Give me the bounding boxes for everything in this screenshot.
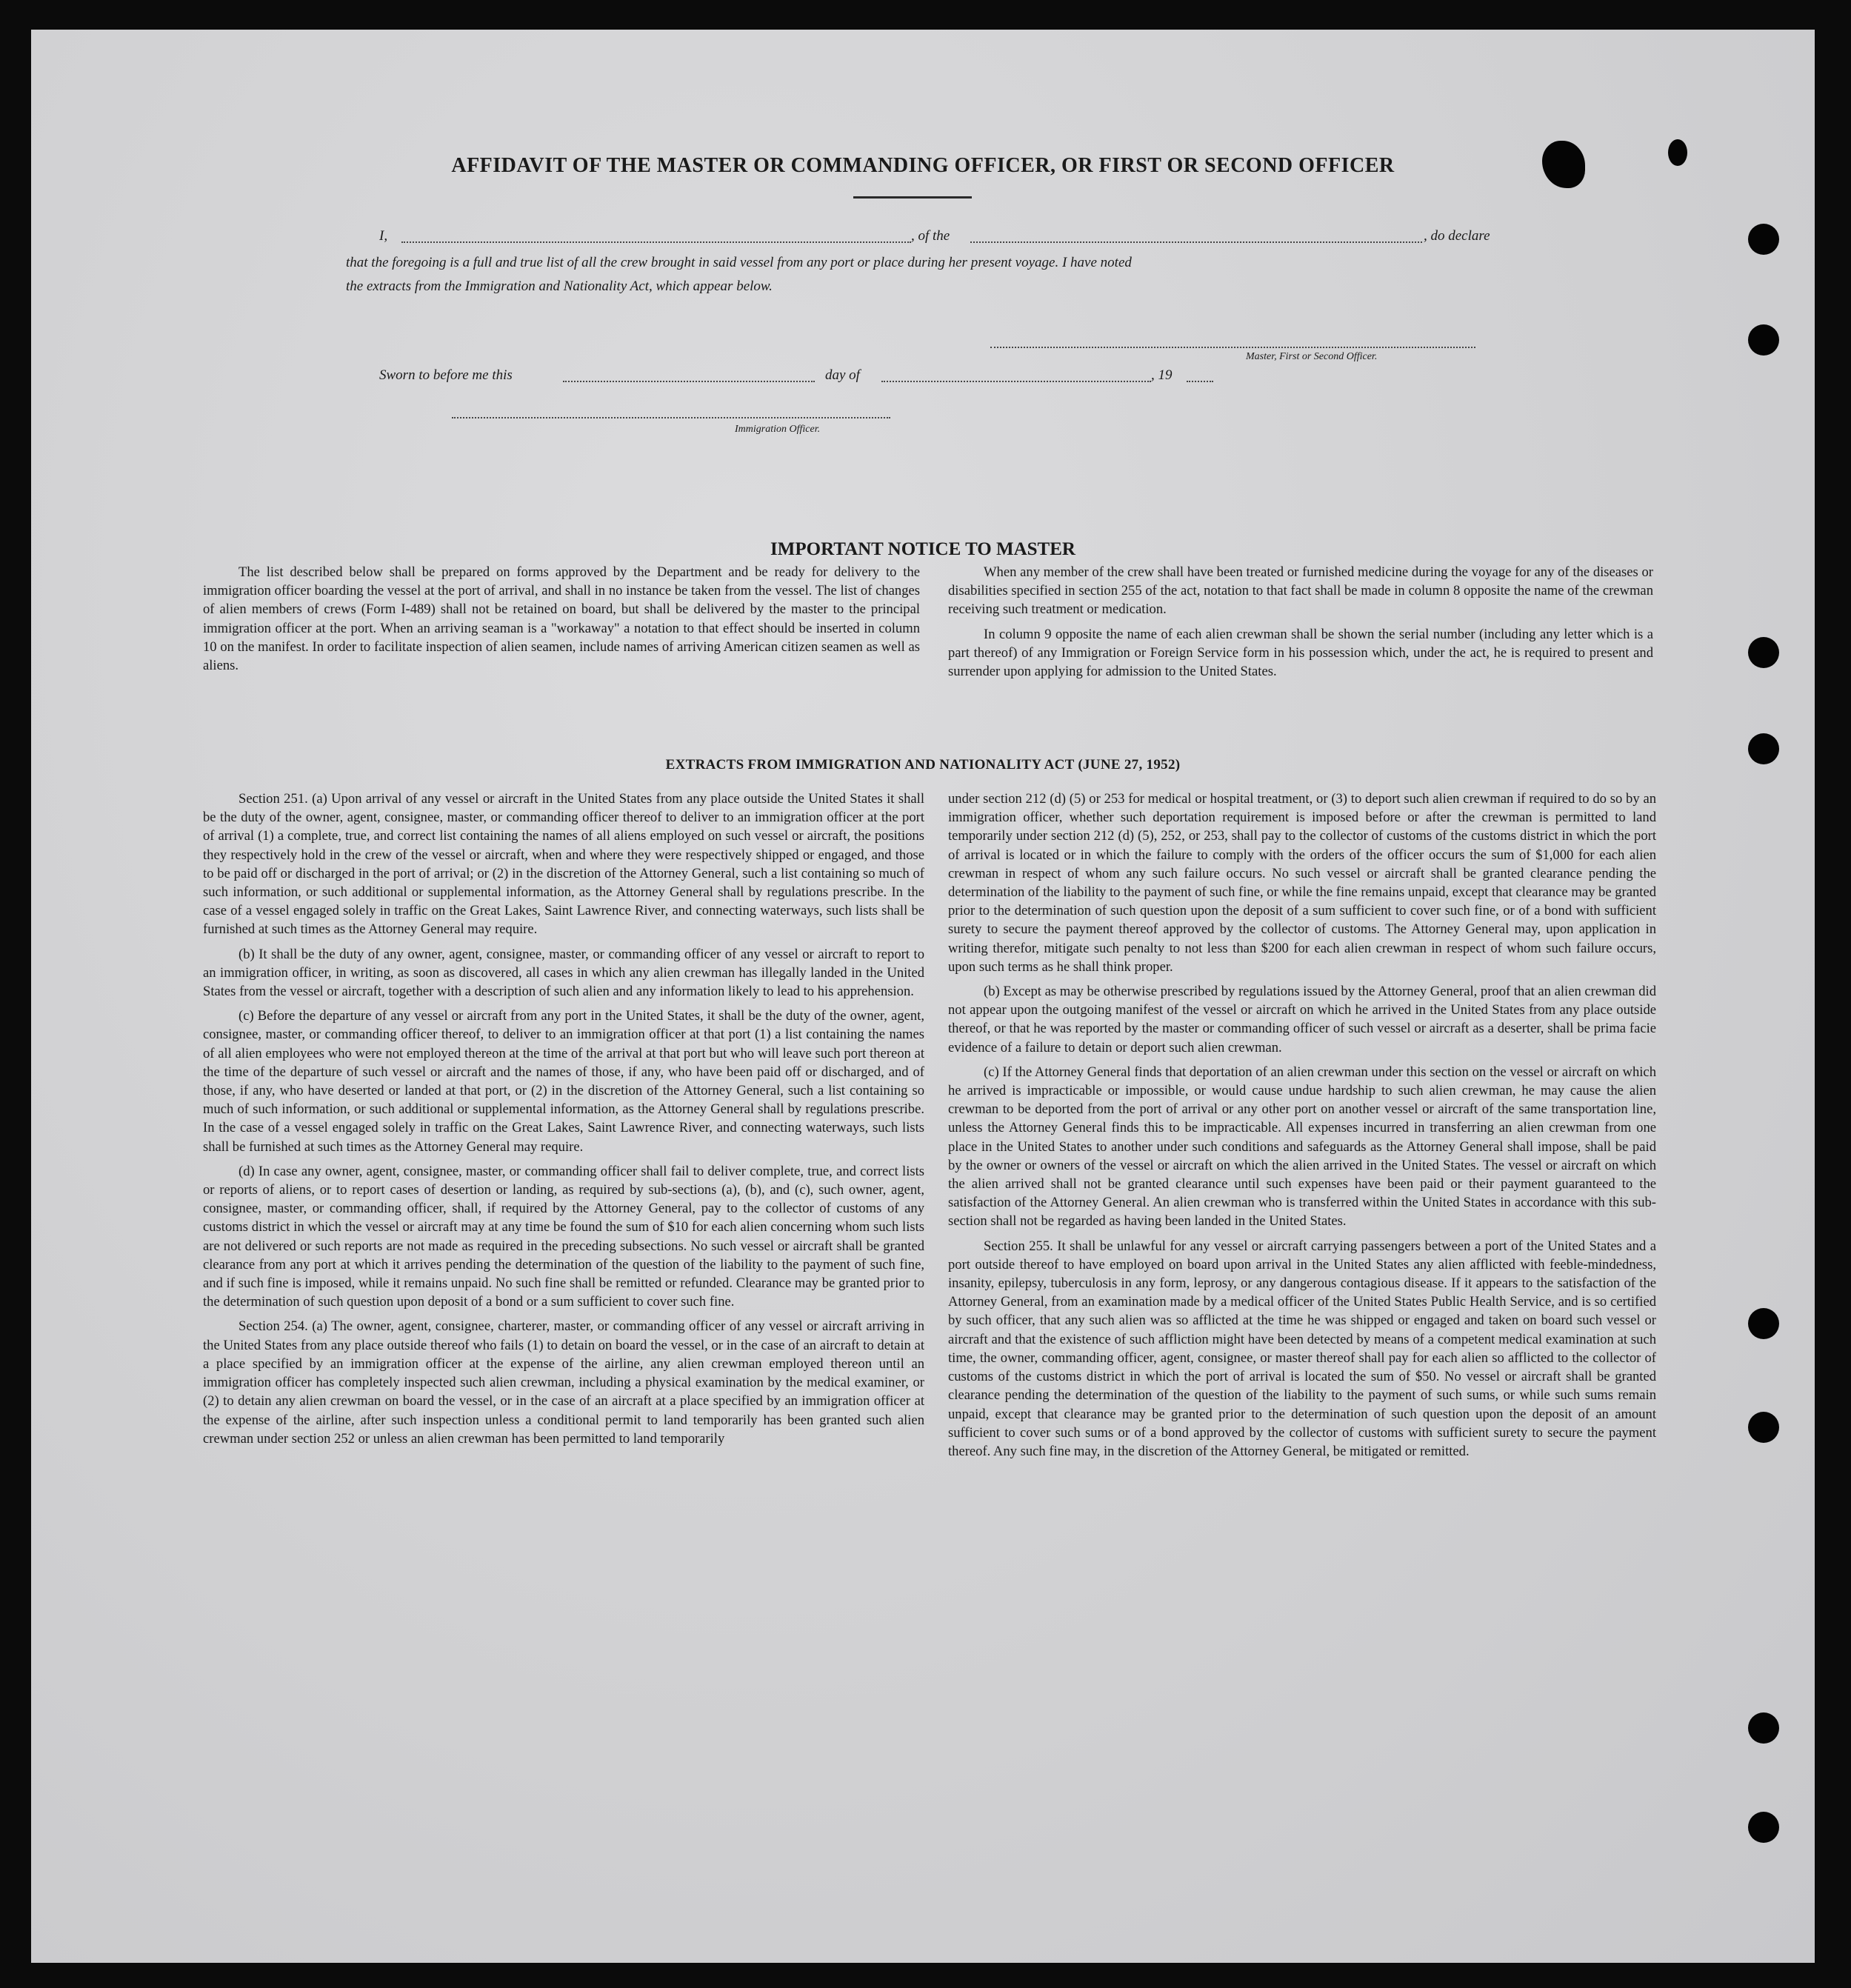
section-254-c: (c) If the Attorney General finds that deportation of an alien crewman under this section on the vessel or aircraft on which he arrived is impracticable or impossible, or would cause undue hardship to such alien crewman, he may cause the alien crewman to be deported from the port of arrival or any other port on another vessel or aircraft of the same transportation line, unless the Attorney General finds this to be impracticable. All expenses incurred in transferring an alien crewman from one place in the United States to another under such conditions and safeguards as the Attorney General shall impose, shall be paid by the owner or owners of the vessel or aircraft on which the alien arrived in the United States. The vessel or aircraft on which the alien arrived shall not be granted clearance until such expenses have been paid or their payment guaranteed to the satisfaction of the Attorney General. An alien crewman who is transferred within the United States in accordance with this sub-section shall not be regarded as having been landed in the United States.: [948, 1064, 1656, 1230]
sworn-day-line[interactable]: [563, 381, 815, 382]
notice-title: IMPORTANT NOTICE TO MASTER: [770, 539, 1075, 559]
officer-signature-label: Immigration Officer.: [735, 424, 821, 435]
affidavit-do-declare: , do declare: [1424, 228, 1490, 244]
notice-paragraph: The list described below shall be prepared on forms approved by the Department and be ready for delivery to the immigration officer boarding the vessel at the port of arrival, and shall in no instance be taken from the vessel. The list of changes of alien members of crews (Form I-489) shall not be retained on board, but shall be delivered by the master to the principal immigration officer at the port. When an arriving seaman is a "workaway" a notation to that effect should be inserted in column 10 on the manifest. In order to facilitate inspection of alien seamen, include names of arriving American citizen seamen as well as aliens.: [203, 564, 920, 674]
section-251-c: (c) Before the departure of any vessel or aircraft from any port in the United States, it shall be the duty of the owner, agent, consignee, master, or commanding officer thereof, to deliver to an immigration officer at that port (1) a list containing the names of all alien employees who were not employed thereon at the time of the arrival at that port but who will leave such port thereon at the time of the departure of such vessel or aircraft and the names of those, if any, who have been paid off or discharged, and of those, if any, who have deserted or landed at that port, or (2) in the discretion of the Attorney General, such a list containing so much of such information, or such additional or supplemental information, as the Attorney General shall by regulations prescribe. In the case of a vessel engaged solely in traffic on the Great Lakes, Saint Lawrence River, and connecting waterways, such lists shall be furnished at such times as the Attorney General may require.: [203, 1008, 924, 1155]
officer-signature-line[interactable]: [452, 417, 890, 418]
affidavit-of-the: , of the: [911, 228, 950, 244]
name-blank-line[interactable]: [401, 241, 911, 243]
vessel-blank-line[interactable]: [970, 241, 1422, 243]
master-signature-line[interactable]: [990, 347, 1475, 348]
notice-left-column: [203, 563, 920, 681]
section-251-d: (d) In case any owner, agent, consignee, master, or commanding officer shall fail to deliver complete, true, and correct lists or reports of aliens, or to report cases of desertion or landing, as required by sub-sections (a), (b), and (c), such owner, agent, consignee, master, or commanding officer, shall, if required by the Attorney General, pay to the collector of customs of any customs district in which the vessel or aircraft may at any time be found the sum of $10 for each alien concerning whom such lists are not delivered or such reports are not made as required in the preceding subsections. No such vessel or aircraft shall be granted clearance from any port at which it arrives pending the determination of the question of the liability to the payment of such fine, and if such fine is imposed, while it remains unpaid. No such fine shall be remitted or refunded. Clearance may be granted prior to the determination of such question upon deposit of a bond or a sum sufficient to cover such fine.: [203, 1163, 924, 1310]
punch-hole: [1748, 1412, 1779, 1443]
extracts-left-column: [203, 790, 924, 1454]
notice-paragraph: In column 9 opposite the name of each alien crewman shall be shown the serial number (including any letter which is a part thereof) of any Immigration or Foreign Service form in his possession which, under the act, he is required to present and surrender upon applying for admission to the United States.: [948, 626, 1653, 680]
punch-hole: [1748, 224, 1779, 255]
year-prefix: , 19: [1151, 367, 1173, 383]
document-page: [31, 30, 1815, 1963]
section-254-a: Section 254. (a) The owner, agent, consignee, charterer, master, or commanding officer of any vessel or aircraft arriving in the United States from any place outside thereof who fails (1) to detain on board the vessel, or in the case of an aircraft to detain at a place specified by an immigration officer at the expense of the airline, any alien crewman employed thereon until an immigration officer has completely inspected such alien crewman, including a physical examination by the medical examiner, or (2) to detain any alien crewman on board the vessel, or in the case of an aircraft at a place specified by an immigration officer at the expense of the airline, after such inspection unless a conditional permit to land temporarily has been granted such alien crewman under section 252 or unless an alien crewman has been permitted to land temporarily: [203, 1318, 924, 1447]
title-rule: [853, 196, 972, 199]
sworn-year-line[interactable]: [1187, 381, 1213, 382]
extracts-right-column: [948, 790, 1656, 1467]
affidavit-line-2: that the foregoing is a full and true list of all the crew brought in said vessel from any port or place during her present voyage. I have noted: [346, 255, 1132, 270]
punch-hole: [1748, 324, 1779, 356]
punch-hole: [1748, 1308, 1779, 1339]
notice-paragraph: When any member of the crew shall have been treated or furnished medicine during the voyage for any of the diseases or disabilities specified in section 255 of the act, notation to that fact shall be made in column 8 opposite the name of the crewman receiving such treatment or medication.: [948, 564, 1653, 618]
notice-right-column: [948, 563, 1653, 687]
section-254-a-continued: under section 212 (d) (5) or 253 for medical or hospital treatment, or (3) to deport such alien crewman if required to do so by an immigration officer, whether such deportation requirement is imposed before or after the crewman is permitted to land temporarily under section 212 (d) (5), 252, or 253, shall pay to the collector of customs of the customs district in which the port of arrival is located or in which the failure to comply with the orders of the officer occurs the sum of $1,000 for each alien crewman in respect of whom any such failure occurs. No such vessel or aircraft shall be granted clearance pending the determination of the liability to the payment of such fine, or while the fine remains unpaid, except that clearance may be granted prior to the determination of such question upon the deposit of a sum sufficient to cover such fine, or of a bond with sufficient surety to secure the payment thereof approved by the collector of customs. The Attorney General may, upon application in writing therefor, mitigate such penalty to not less than $200 for each alien crewman in respect of whom such failure occurs, upon such terms as he shall think proper.: [948, 791, 1656, 975]
extracts-title: EXTRACTS FROM IMMIGRATION AND NATIONALITY ACT (JUNE 27, 1952): [665, 757, 1181, 773]
day-of-label: day of: [825, 367, 860, 383]
section-251-b: (b) It shall be the duty of any owner, agent, consignee, master, or commanding officer of any vessel or aircraft to report to an immigration officer, in writing, as soon as discovered, all cases in which any alien crewman has illegally landed in the United States from the vessel or aircraft, together with a description of such alien and any information likely to lead to his apprehension.: [203, 946, 924, 1000]
punch-hole: [1748, 1812, 1779, 1843]
punch-hole: [1748, 1712, 1779, 1744]
affidavit-title: AFFIDAVIT OF THE MASTER OR COMMANDING OFFICER, OR FIRST OR SECOND OFFICER: [451, 154, 1395, 177]
master-signature-label: Master, First or Second Officer.: [1246, 351, 1378, 362]
affidavit-i: I,: [379, 228, 388, 244]
section-255: Section 255. It shall be unlawful for any vessel or aircraft carrying passengers between a port of the United States and a port outside thereof to have employed on board upon arrival in the United States any alien afflicted with feeble-mindedness, insanity, epilepsy, tuberculosis in any form, leprosy, or any dangerous contagious disease. If it appears to the satisfaction of the Attorney General, from an examination made by a medical officer of the United States Public Health Service, and is so certified by such officer, that any such alien was so afflicted at the time he was shipped or engaged and taken on board such vessel or aircraft and that the existence of such affliction might have been detected by means of a competent medical examination at such time, the owner, commanding officer, agent, consignee, or master thereof shall pay for each alien so afflicted to the collector of customs of the customs district in which the port of arrival is located the sum of $50. No vessel or aircraft shall be granted clearance pending the determination of the question of the liability to the payment of such sums, or while such sums remain unpaid, except that clearance may be granted prior to the determination of such question upon the deposit of an amount sufficient to cover such sums or of a bond approved by the collector of customs with sufficient surety to secure the payment thereof. Any such fine may, in the discretion of the Attorney General, be mitigated or remitted.: [948, 1238, 1656, 1459]
affidavit-line-3: the extracts from the Immigration and Nationality Act, which appear below.: [346, 278, 773, 294]
section-251-a: Section 251. (a) Upon arrival of any vessel or aircraft in the United States from any place outside the United States it shall be the duty of the owner, agent, consignee, master, or commanding officer thereof to deliver to an immigration officer at the port of arrival (1) a complete, true, and correct list containing the names of all aliens employed on such vessel or aircraft, the positions they respectively hold in the crew of the vessel or aircraft, when and where they were respectively shipped or engaged, and those to be paid off or discharged in the port of arrival; or (2) in the discretion of the Attorney General, such a list containing so much of such information, or such additional or supplemental information, as the Attorney General shall by regulations prescribe. In the case of a vessel engaged solely in traffic on the Great Lakes, Saint Lawrence River, and connecting waterways, such lists shall be furnished at such times as the Attorney General may require.: [203, 791, 924, 938]
punch-hole: [1748, 637, 1779, 668]
sworn-prefix: Sworn to before me this: [379, 367, 513, 383]
section-254-b: (b) Except as may be otherwise prescribed by regulations issued by the Attorney General, proof that an alien crewman did not appear upon the outgoing manifest of the vessel or aircraft on which he arrived in the United States from any place outside thereof, or that he was reported by the master or commanding officer of such vessel or aircraft as a deserter, shall be prima facie evidence of a failure to detain or deport such alien crewman.: [948, 984, 1656, 1055]
sworn-month-line[interactable]: [881, 381, 1151, 382]
